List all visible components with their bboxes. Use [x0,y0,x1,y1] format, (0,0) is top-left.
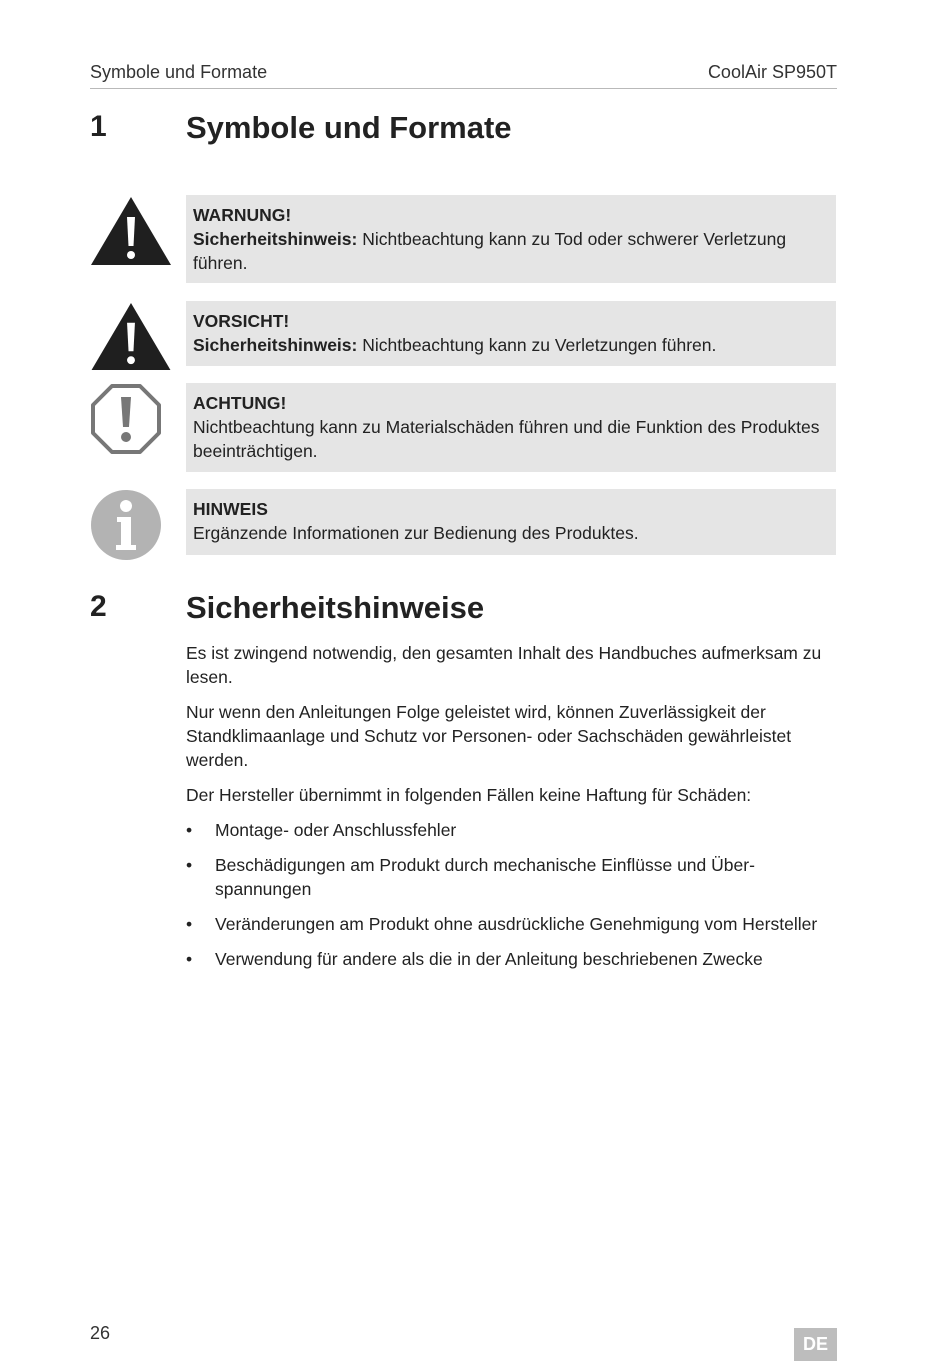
section-2-heading [90,590,837,634]
notice-info-box [186,489,836,555]
section-1-title: Symbole und Formate [186,110,512,145]
notice-attention-text: Nichtbeachtung kann zu Materialschäden führen und die Funktion des Produktes beeinträchtigen. [193,417,820,461]
liability-exclusion-list [186,818,838,971]
notice-caution-text: Nichtbeachtung kann zu Verletzungen führen. [357,335,717,355]
list-item-text: Beschädigungen am Produkt durch mechanische Einflüsse und Über- spannungen [215,855,755,899]
notice-attention-box [186,383,836,472]
section-2-title: Sicherheitshinweise [186,590,485,625]
list-item [186,947,838,971]
notice-warning-label: WARNUNG! [193,205,292,225]
list-item-text: Verwendung für andere als die in der Anleitung beschriebenen Zwecke [215,949,763,969]
list-item-text: Montage- oder Anschlussfehler [215,820,457,840]
bullet-marker: • [186,820,193,840]
notice-caution-lead: Sicherheitshinweis: [193,335,358,355]
notice-warning-box [186,195,836,283]
list-item [186,853,838,901]
notice-caution-box [186,301,836,366]
notice-info-label: HINWEIS [193,499,268,519]
info-circle-icon [90,489,162,561]
notice-warning-text: Nichtbeachtung kann zu Tod oder schwerer Verletzung führen. [193,229,787,273]
notice-attention-label: ACHTUNG! [193,393,287,413]
notice-info [90,489,837,555]
notice-caution-label: VORSICHT! [193,311,290,331]
warning-triangle-icon [90,195,172,267]
notice-attention [90,383,837,472]
notice-caution [90,301,837,366]
notice-warning-lead: Sicherheitshinweis: [193,229,358,249]
section-2-body [186,641,838,982]
bullet-marker: • [186,949,193,969]
bullet-marker: • [186,914,193,934]
bullet-marker: • [186,855,193,875]
page-header [90,62,837,89]
notice-warning [90,195,837,283]
attention-octagon-icon [90,383,162,455]
paragraph: Der Hersteller übernimmt in folgenden Fällen keine Haftung für Schäden: [186,785,752,805]
header-product-name: CoolAir SP950T [707,62,837,82]
list-item [186,912,838,936]
section-1-number: 1 [90,110,107,143]
list-item-text: Veränderungen am Produkt ohne ausdrückliche Genehmigung vom Hersteller [215,914,818,934]
section-1-heading [90,110,837,154]
notice-info-text: Ergänzende Informationen zur Bedienung des Produktes. [193,523,639,543]
section-2-number: 2 [90,590,107,623]
list-item [186,818,838,842]
language-badge: DE [794,1328,837,1361]
paragraph: Es ist zwingend notwendig, den gesamten Inhalt des Handbuches aufmerksam zu lesen. [186,643,822,687]
page-number: 26 [90,1323,111,1343]
header-section-title: Symbole und Formate [90,62,268,82]
paragraph: Nur wenn den Anleitungen Folge geleistet wird, können Zuverlässigkeit der Standklimaanlage und Schutz vor Personen- oder Sachschäden gewährleistet werden. [186,702,792,770]
caution-triangle-icon [90,301,172,372]
